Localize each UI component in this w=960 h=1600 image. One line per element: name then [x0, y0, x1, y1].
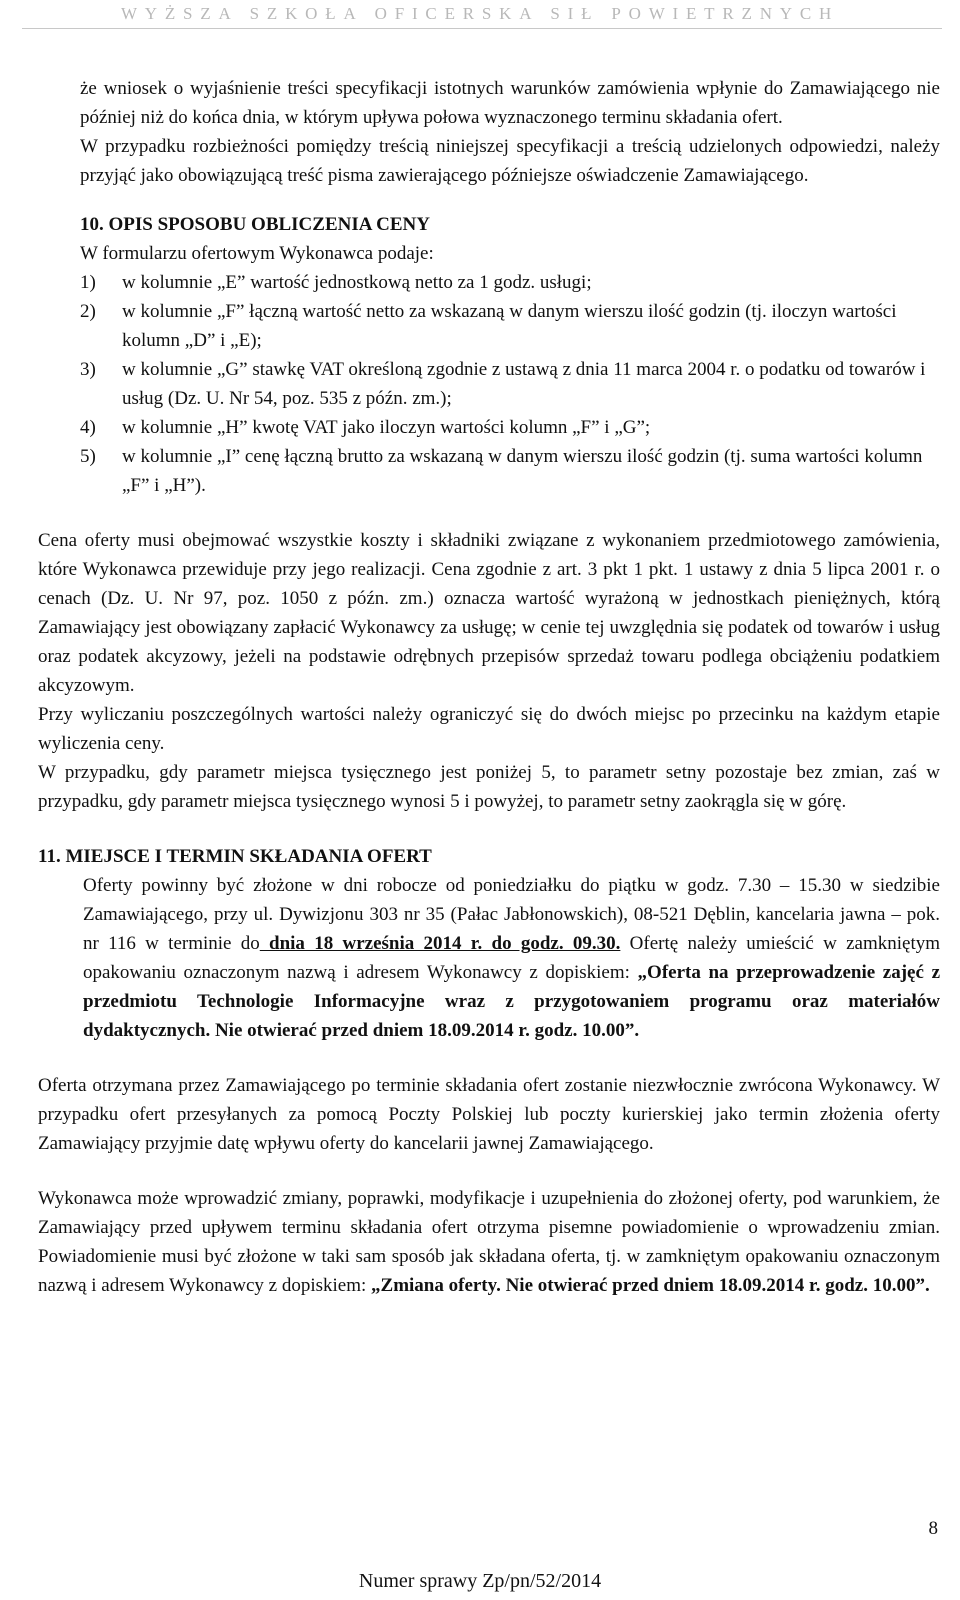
- pricing-column-list: [38, 268, 940, 500]
- section-11-heading: 11. MIEJSCE I TERMIN SKŁADANIA OFERT: [38, 846, 432, 867]
- list-item-text: w kolumnie „F” łączną wartość netto za wskazaną w danym wierszu ilość godzin (tj. iloczyn wartości kolumn „D” i „E);: [122, 301, 897, 351]
- price-paragraph-1: Cena oferty musi obejmować wszystkie koszty i składniki związane z wykonaniem przedmiotowego zamówienia, które Wykonawca przewiduje przy jego realizacji. Cena zgodnie z art. 3 pkt 1 pkt. 1 ustawy z dnia 5 lipca 2001 r. o cenach (Dz. U. Nr 97, poz. 1050 z późn. zm.) oznacza wartość wyrażoną w jednostkach pieniężnych, którą Zamawiający jest obowiązany zapłacić Wykonawcy za usługę; w cenie tej uwzględnia się podatek od towarów i usług oraz podatek akcyzowy, jeżeli na podstawie odrębnych przepisów sprzedaż towaru podlega obciążeniu podatkiem akcyzowym.: [38, 530, 940, 696]
- list-item: [80, 413, 940, 442]
- modification-paragraph: [38, 1184, 940, 1300]
- section-11-body: [38, 871, 940, 1045]
- list-item: [80, 268, 940, 297]
- header-divider: [22, 28, 942, 29]
- list-item-number: 2): [80, 301, 96, 322]
- packaging-text: Ofertę należy umieścić w zamkniętym opakowaniu oznaczonym nazwą i adresem Wykonawcy z dopiskiem:: [83, 933, 941, 983]
- institution-header: WYŻSZA SZKOŁA OFICERSKA SIŁ POWIETRZNYCH: [120, 4, 840, 23]
- list-item-number: 1): [80, 272, 96, 293]
- modification-text: Wykonawca może wprowadzić zmiany, poprawki, modyfikacje i uzupełnienia do złożonej oferty, pod warunkiem, że Zamawiający przed upływem terminu składania ofert otrzyma pisemne powiadomienie o wprowadzeniu zmian. Powiadomienie musi być złożone w taki sam sposób jak składana oferta, tj. w zamkniętym opakowaniu oznaczonym nazwą i adresem Wykonawcy z dopiskiem:: [38, 1188, 940, 1296]
- modification-label: „Zmiana oferty. Nie otwierać przed dniem 18.09.2014 r. godz. 10.00”.: [371, 1275, 930, 1296]
- list-item-number: 4): [80, 417, 96, 438]
- submission-deadline: dnia 18 września 2014 r. do godz. 09.30.: [259, 933, 621, 954]
- intro-paragraph-2: W przypadku rozbieżności pomiędzy treścią niniejszej specyfikacji a treścią udzielonych odpowiedzi, należy przyjąć jako obowiązującą treść pisma zawierającego późniejsze oświadczenie Zamawiającego.: [80, 136, 940, 186]
- list-item-text: w kolumnie „G” stawkę VAT określoną zgodnie z ustawą z dnia 11 marca 2004 r. o podatku od towarów i usług (Dz. U. Nr 54, poz. 535 z późn. zm.);: [122, 359, 926, 409]
- list-item: [80, 355, 940, 413]
- price-paragraph-3: W przypadku, gdy parametr miejsca tysięcznego jest poniżej 5, to parametr setny pozostaje bez zmian, zaś w przypadku, gdy parametr miejsca tysięcznego wynosi 5 i powyżej, to parametr setny zaokrągla się w górę.: [38, 762, 940, 812]
- list-item-text: w kolumnie „E” wartość jednostkową netto za 1 godz. usługi;: [122, 272, 592, 293]
- section-10: [38, 210, 940, 268]
- list-item-number: 3): [80, 359, 96, 380]
- case-number-footer: Numer sprawy Zp/pn/52/2014: [358, 1570, 602, 1592]
- section-10-lead: W formularzu ofertowym Wykonawca podaje:: [80, 243, 434, 264]
- submission-text: Oferty powinny być złożone w dni robocze od poniedziałku do piątku w godz. 7.30 – 15.30 w siedzibie Zamawiającego, przy ul. Dywizjonu 303 nr 35 (Pałac Jabłonowskich), 08-521 Dęblin, kancelaria jawna – pok. nr 116 w terminie do: [83, 875, 940, 954]
- list-item-number: 5): [80, 446, 96, 467]
- price-paragraph-2: Przy wyliczaniu poszczególnych wartości należy ograniczyć się do dwóch miejsc po przecinku na każdym etapie wyliczenia ceny.: [38, 704, 940, 754]
- list-item-text: w kolumnie „I” cenę łączną brutto za wskazaną w danym wierszu ilość godzin (tj. suma wartości kolumn „F” i „H”).: [122, 446, 923, 496]
- intro-paragraph-1: że wniosek o wyjaśnienie treści specyfikacji istotnych warunków zamówienia wpłynie do Zamawiającego nie później niż do końca dnia, w którym upływa połowa wyznaczonego terminu składania ofert.: [80, 78, 940, 128]
- list-item: [80, 442, 940, 500]
- envelope-label: „Oferta na przeprowadzenie zajęć z przedmiotu Technologie Informacyjne wraz z przygotowaniem programu oraz materiałów dydaktycznych. Nie otwierać przed dniem 18.09.2014 r. godz. 10.00”.: [83, 962, 941, 1041]
- list-item: [80, 297, 940, 355]
- section-10-heading: 10. OPIS SPOSOBU OBLICZENIA CENY: [80, 214, 430, 235]
- list-item-text: w kolumnie „H” kwotę VAT jako iloczyn wartości kolumn „F” i „G”;: [122, 417, 651, 438]
- document-body: [38, 74, 940, 1300]
- late-offer-paragraph: Oferta otrzymana przez Zamawiającego po terminie składania ofert zostanie niezwłocznie zwrócona Wykonawcy. W przypadku ofert przesyłanych za pomocą Poczty Polskiej lub poczty kurierskiej jako termin złożenia oferty Zamawiający przyjmie datę wpływu oferty do kancelarii jawnej Zamawiającego.: [38, 1075, 940, 1154]
- page-number: 8: [928, 1518, 938, 1539]
